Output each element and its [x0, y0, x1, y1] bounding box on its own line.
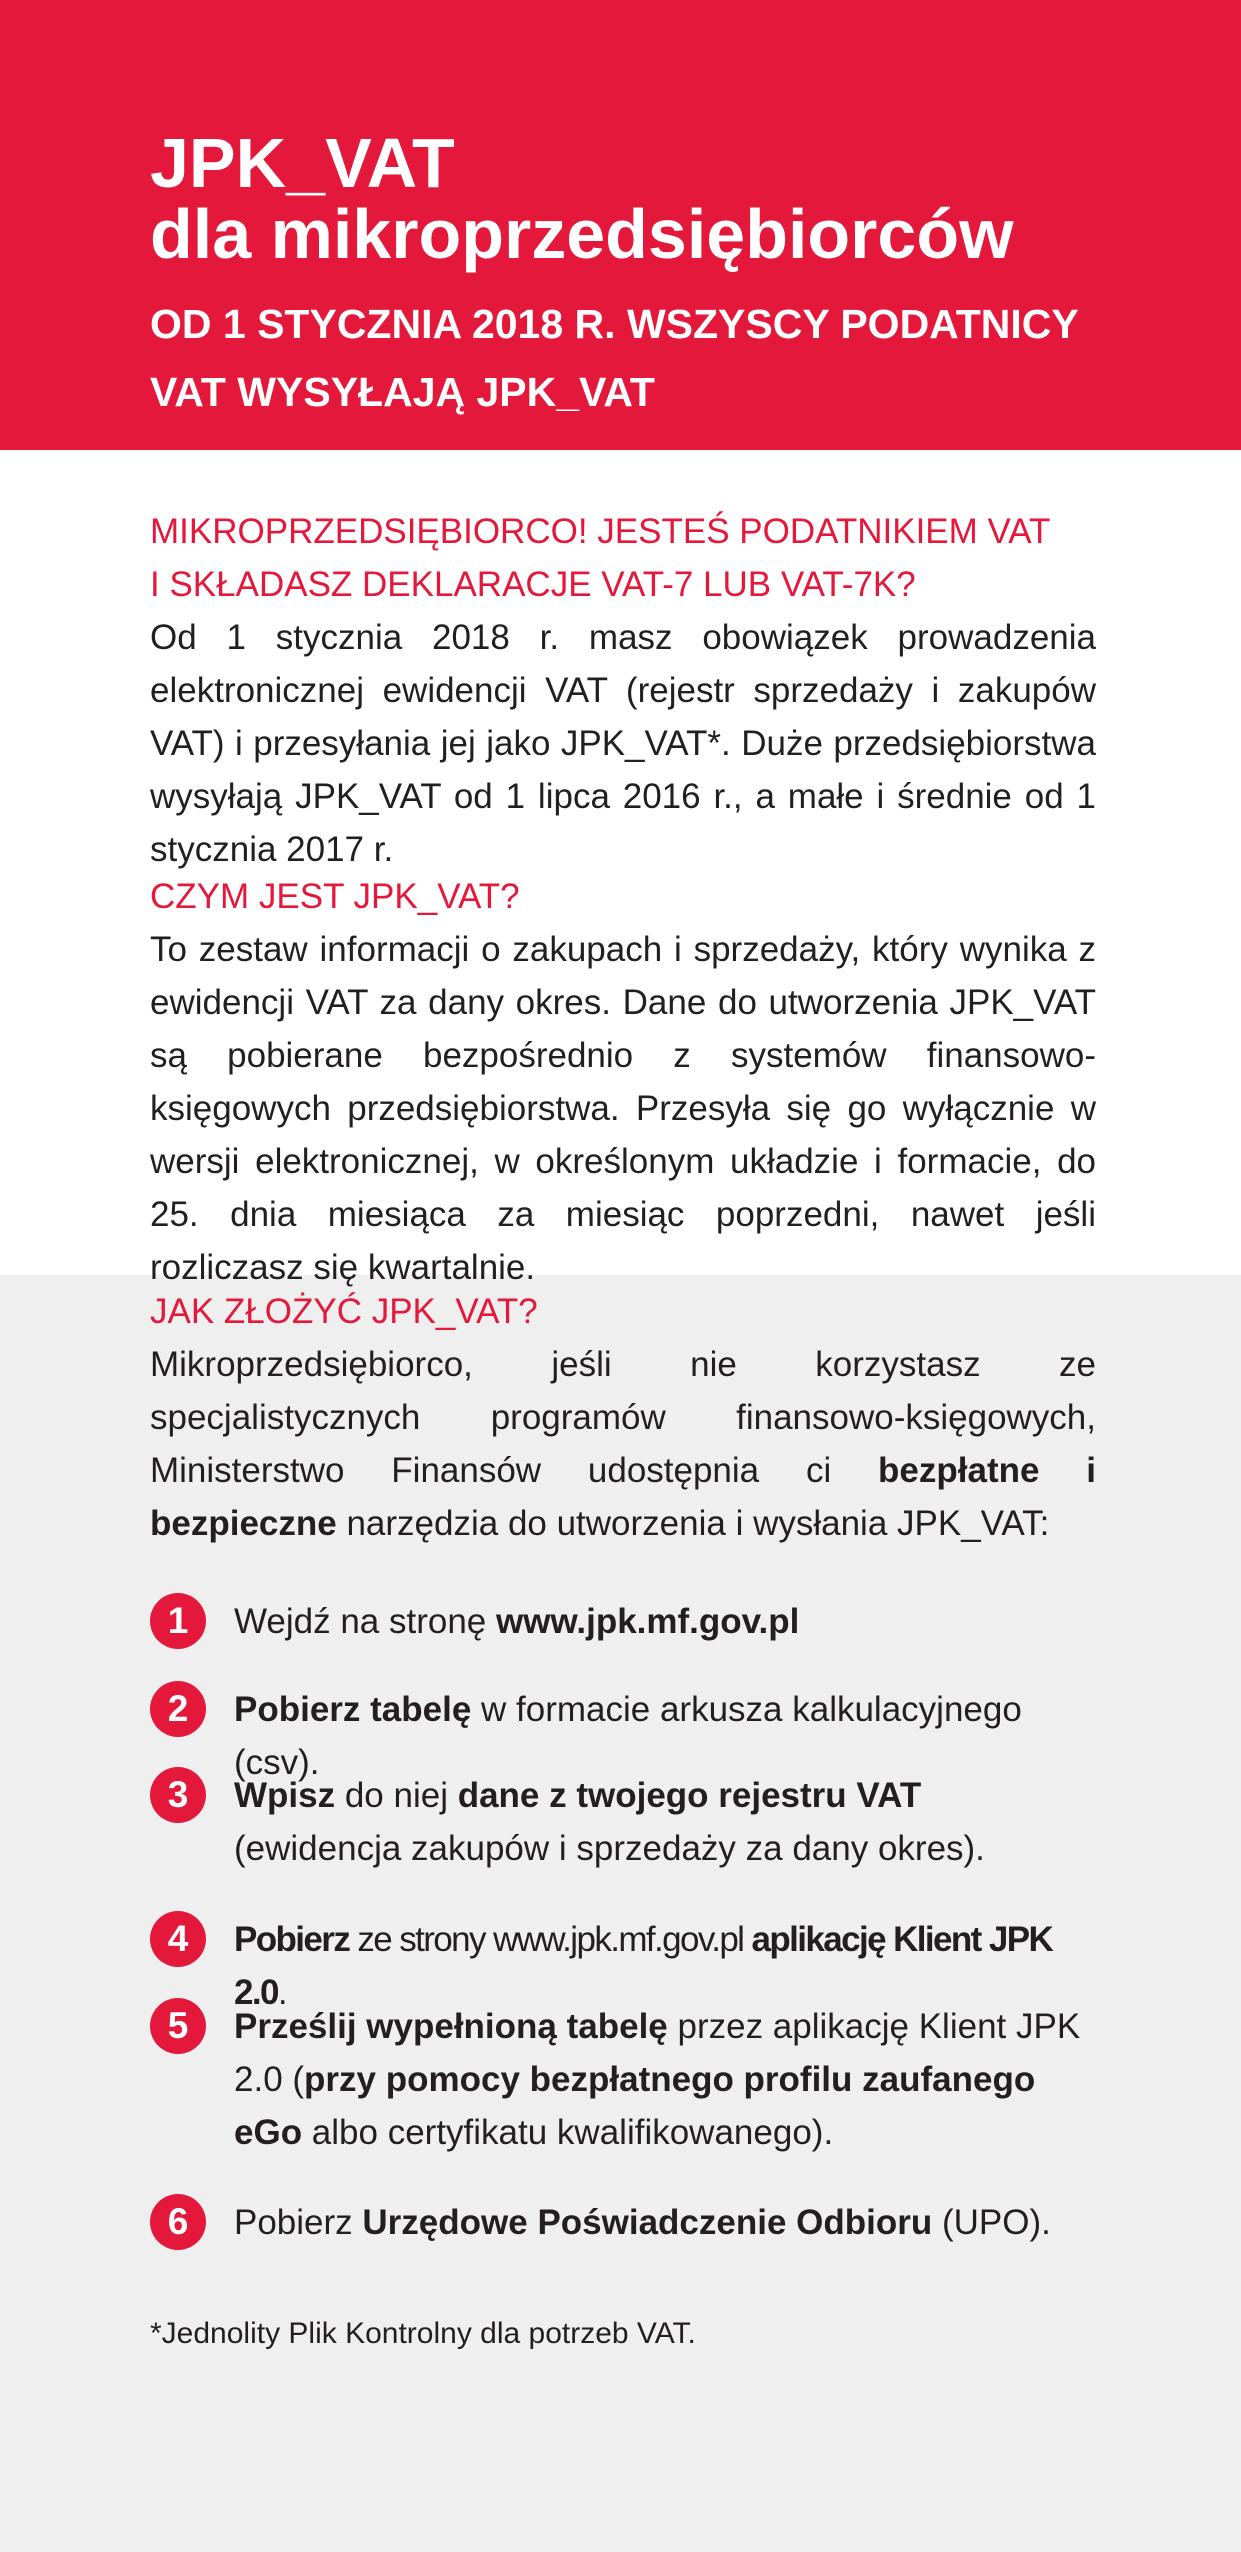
- step-number-badge: 1: [150, 1593, 206, 1649]
- step-item: [150, 1769, 1096, 1875]
- step-text-segment-bold: Pobierz: [234, 1920, 350, 1959]
- section-how-to-submit: [150, 1285, 1096, 1550]
- step-text: [234, 1769, 1096, 1875]
- step-text-segment-bold: www.jpk.mf.gov.pl: [496, 1602, 800, 1641]
- step-text-segment-bold: Prześlij wypełnioną tabelę: [234, 2007, 668, 2046]
- step-text-segment-bold: Urzędowe Poświadczenie Odbioru: [362, 2203, 933, 2242]
- title-line-1: JPK_VAT: [150, 124, 455, 202]
- step-text-segment-bold: Wpisz: [234, 1776, 336, 1815]
- header-banner: [0, 0, 1241, 450]
- body-text: Mikroprzedsiębiorco, jeśli nie korzystasz ze specjalistycznych programów finansowo-księgowych, Ministerstwo Finansów udostępnia ci: [150, 1345, 1096, 1490]
- step-text-segment: (UPO).: [932, 2203, 1051, 2242]
- step-text-segment: Pobierz: [234, 2203, 363, 2242]
- step-number-badge: 2: [150, 1681, 206, 1737]
- section-vat-obligation: [150, 505, 1096, 876]
- title-line-2: dla mikroprzedsiębiorców: [150, 195, 1014, 273]
- step-text-segment: Wejdź na stronę: [234, 1602, 496, 1641]
- step-text: [234, 2000, 1096, 2159]
- step-text-segment-bold: przy pomocy bezpłatnego profilu zaufanego eGo: [234, 2060, 1036, 2152]
- step-item: [150, 2000, 1096, 2159]
- step-text-segment-bold: dane z twojego rejestru VAT: [457, 1776, 922, 1815]
- body-bold-text: bezpłatne i bezpieczne: [150, 1451, 1096, 1543]
- step-text-segment: (ewidencja zakupów i sprzedaży za dany okres).: [234, 1829, 985, 1868]
- section-body: [150, 1338, 1096, 1550]
- subtitle: OD 1 STYCZNIA 2018 R. WSZYSCY PODATNICY VAT WYSYŁAJĄ JPK_VAT: [150, 301, 1079, 415]
- step-item: [150, 2196, 1096, 2250]
- step-text-segment: ze strony www.jpk.mf.gov.pl: [349, 1920, 752, 1959]
- step-text-segment: albo certyfikatu kwalifikowanego).: [302, 2113, 834, 2152]
- body-text: narzędzia do utworzenia i wysłania JPK_VAT:: [336, 1504, 1050, 1543]
- section-body: To zestaw informacji o zakupach i sprzedaży, który wynika z ewidencji VAT za dany okres. Dane do utworzenia JPK_VAT są pobierane bezpośrednio z systemów finansowo-księgowych przedsiębiorstwa. Przesyła się go wyłącznie w wersji elektronicznej, w określonym układzie i formacie, do 25. dnia miesiąca za miesiąc poprzedni, nawet jeśli rozliczasz się kwartalnie.: [150, 930, 1096, 1287]
- section-what-is-jpk: [150, 870, 1096, 1294]
- section-heading: CZYM JEST JPK_VAT?: [150, 877, 520, 916]
- section-heading: JAK ZŁOŻYĆ JPK_VAT?: [150, 1292, 538, 1331]
- step-text-segment: w formacie arkusza kalkulacyjnego (csv).: [234, 1690, 1022, 1782]
- step-text-segment: .: [277, 1973, 286, 2012]
- step-text-segment: do niej: [335, 1776, 458, 1815]
- step-text: [234, 2196, 1096, 2249]
- step-number-badge: 4: [150, 1911, 206, 1967]
- step-text-segment-bold: Pobierz tabelę: [234, 1690, 472, 1729]
- step-text: [234, 1595, 1096, 1648]
- step-item: [150, 1595, 1096, 1649]
- step-number-badge: 6: [150, 2194, 206, 2250]
- section-body: Od 1 stycznia 2018 r. masz obowiązek prowadzenia elektronicznej ewidencji VAT (rejestr sprzedaży i zakupów VAT) i przesyłania jej jako JPK_VAT*. Duże przedsiębiorstwa wysyłają JPK_VAT od 1 lipca 2016 r., a małe i średnie od 1 stycznia 2017 r.: [150, 618, 1096, 869]
- step-number-badge: 5: [150, 1998, 206, 2054]
- step-text-segment-bold: aplikację Klient JPK 2.0: [234, 1920, 1053, 2012]
- step-number-badge: 3: [150, 1767, 206, 1823]
- step-text-segment: przez aplikację Klient JPK 2.0 (: [234, 2007, 1081, 2099]
- section-heading: MIKROPRZEDSIĘBIORCO! JESTEŚ PODATNIKIEM VAT I SKŁADASZ DEKLARACJE VAT-7 LUB VAT-7K?: [150, 512, 1051, 604]
- footnote: *Jednolity Plik Kontrolny dla potrzeb VAT.: [150, 2317, 696, 2350]
